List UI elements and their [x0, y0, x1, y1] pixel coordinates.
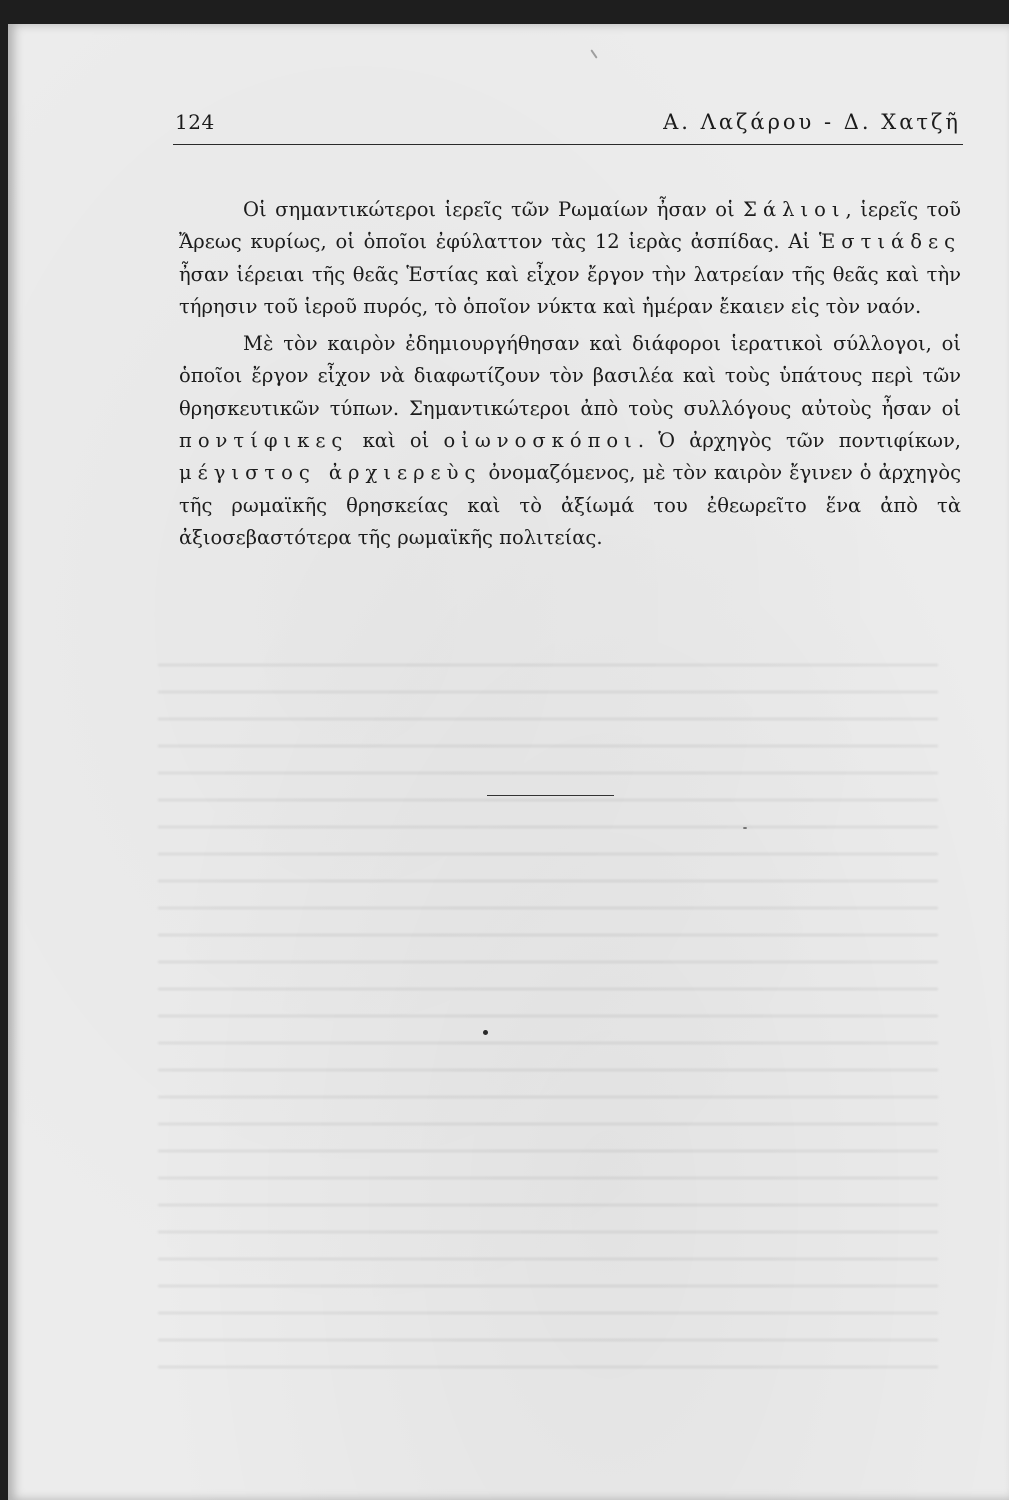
paragraph-1: [179, 194, 961, 323]
text-run: ὀνομαζόμενος, μὲ τὸν καιρὸν ἔγινεν ὁ ἀρχηγὸς τῆς ρωμαϊκῆς θρησκείας καὶ τὸ ἀξίωμά του ἐθεωρεῖτο ἕνα ἀπὸ τὰ ἀξιοσεβαστότερα τῆς ρωμαϊκῆς πολιτείας.: [179, 461, 961, 549]
text-run: καὶ οἱ: [348, 429, 444, 453]
end-rule: [487, 795, 614, 796]
running-head: Α. Λαζάρου - Δ. Χατζῆ: [663, 110, 961, 134]
body-text: [179, 194, 961, 559]
spaced-term-salioi: Σάλιοι: [743, 198, 846, 221]
text-run: . Ὁ ἀρχηγὸς τῶν ποντιφίκων,: [637, 429, 962, 453]
book-page: [8, 24, 1009, 1500]
ink-speck: [483, 1030, 488, 1035]
paragraph-2: [179, 328, 961, 554]
text-run: , ἱερεῖς τοῦ Ἄρεως κυρίως, οἱ ὁποῖοι ἐφύλαττον τὰς 12 ἱερὰς ἀσπίδας. Αἱ: [179, 198, 961, 254]
page-number: 124: [175, 110, 215, 134]
spaced-term-pontifikes: ποντίφικες: [179, 429, 349, 453]
text-run: ἦσαν ἱέρειαι τῆς θεᾶς Ἑστίας καὶ εἶχον ἔργον τὴν λατρείαν τῆς θεᾶς καὶ τὴν τήρησιν τοῦ ἱεροῦ πυρός, τὸ ὁποῖον νύκτα καὶ ἡμέραν ἔκαιεν εἰς τὸν ναόν.: [179, 262, 961, 318]
page-header: [173, 110, 963, 145]
spaced-term-oionoskopoi: οἰωνοσκόποι: [443, 429, 638, 453]
text-run: Μὲ τὸν καιρὸν ἐδημιουργήθησαν καὶ διάφοροι ἱερατικοὶ σύλλογοι, οἱ ὁποῖοι ἔργον εἶχον νὰ διαφωτίζουν τὸν βασιλέα καὶ τοὺς ὑπάτους περὶ τῶν θρησκευτικῶν τύπων. Σημαντικώτεροι ἀπὸ τοὺς συλλόγους αὐτοὺς ἦσαν οἱ: [179, 332, 961, 420]
ink-speck: [590, 49, 597, 58]
spaced-term-megistos-archiereus: μέγιστος ἀρχιερεὺς: [179, 461, 482, 485]
spaced-term-estiades: Ἑστιάδες: [818, 230, 961, 254]
text-run: Οἱ σημαντικώτεροι ἱερεῖς τῶν Ρωμαίων ἦσαν οἱ: [243, 198, 744, 221]
show-through-text: [158, 664, 938, 1384]
ink-speck: [743, 827, 747, 829]
